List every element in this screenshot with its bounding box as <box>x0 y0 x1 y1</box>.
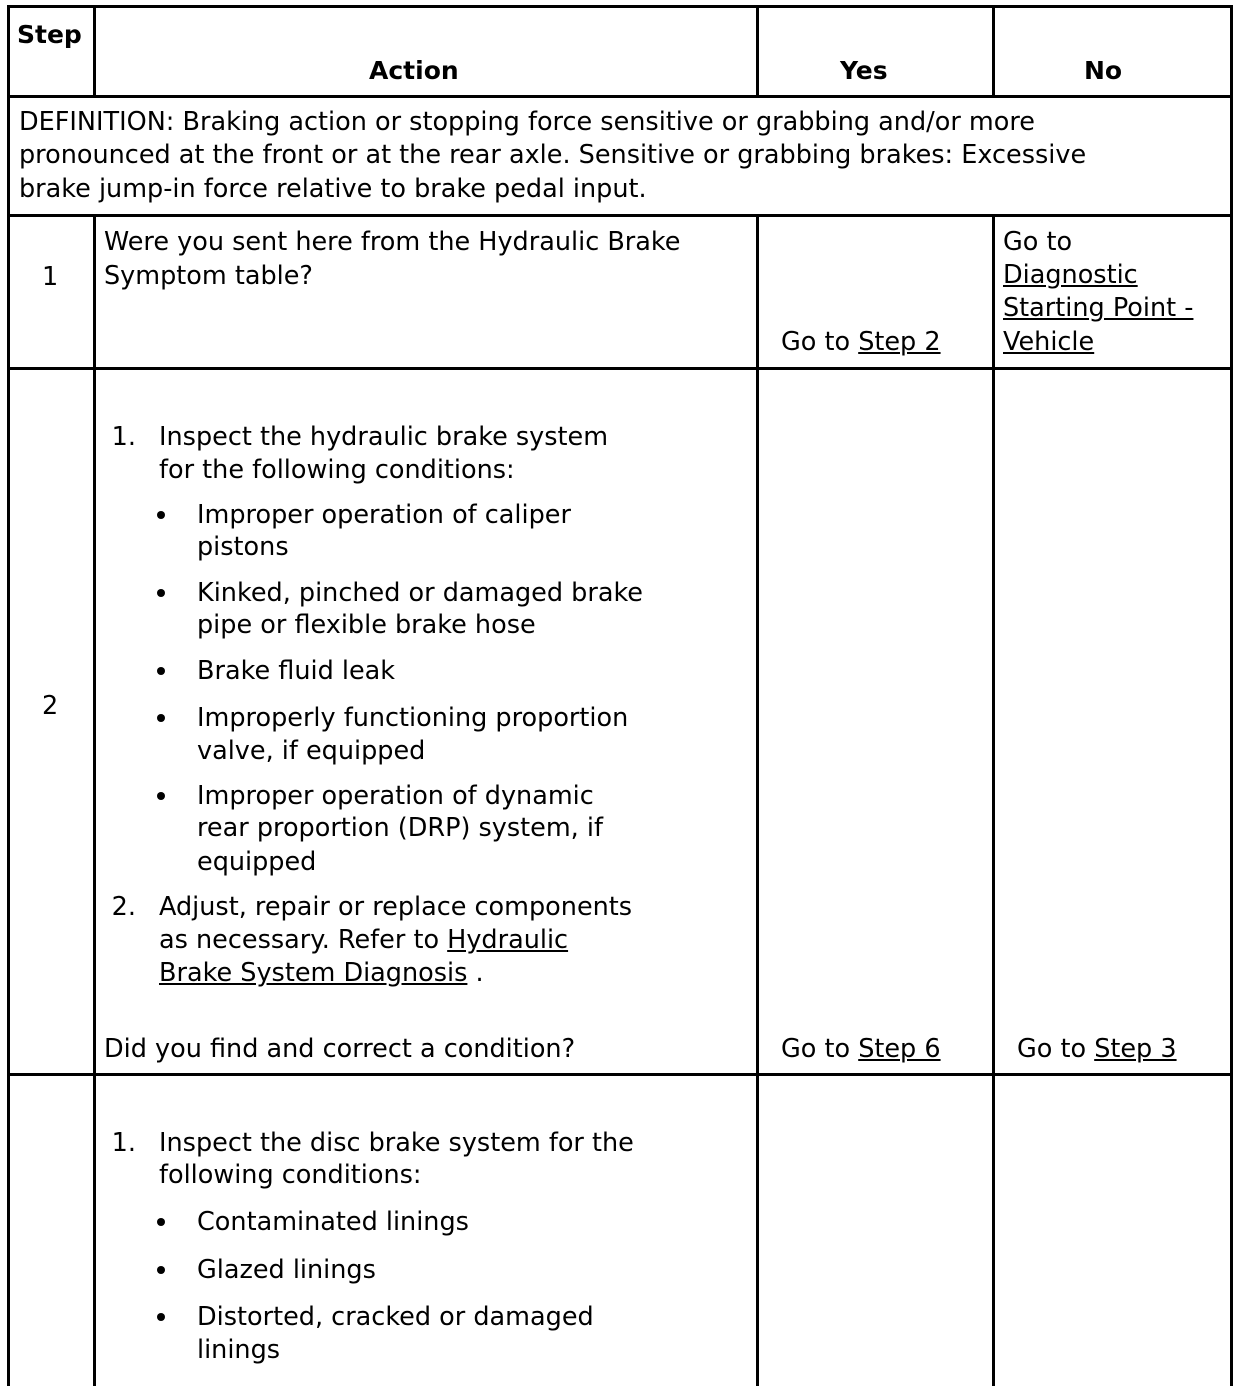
table-border-right <box>1230 5 1233 1386</box>
bullet-icon <box>157 1218 165 1226</box>
header-action: Action <box>369 56 459 85</box>
no-prefix: Go to <box>1017 1034 1095 1064</box>
row1-divider <box>7 367 1233 370</box>
list-item-line <box>159 924 568 957</box>
hydraulic-brake-system-diagnosis-link[interactable]: Hydraulic <box>447 925 569 955</box>
bullet-icon <box>157 714 165 722</box>
bullet-line: pistons <box>197 532 289 562</box>
action-line: Were you sent here from the Hydraulic Brake <box>104 227 681 257</box>
step-number: 1 <box>42 262 59 292</box>
definition-line: pronounced at the front or at the rear axle. Sensitive or grabbing brakes: Excessive <box>19 140 1087 170</box>
bullet-line: Improperly functioning proportion <box>197 703 629 733</box>
bullet-icon <box>157 1266 165 1274</box>
diagnostic-starting-point-link[interactable]: Starting Point - <box>1003 293 1194 323</box>
list-item-line: Inspect the hydraulic brake system <box>159 422 609 452</box>
list-item-line <box>159 957 484 990</box>
step-number: 2 <box>42 691 59 721</box>
bullet-line: linings <box>197 1335 281 1365</box>
header-step: Step <box>17 20 82 49</box>
yes-prefix: Go to <box>781 1034 859 1064</box>
header-no: No <box>1084 56 1123 85</box>
question-text: Did you find and correct a condition? <box>104 1034 576 1064</box>
list-item-line: Adjust, repair or replace components <box>159 892 633 922</box>
action-line: Symptom table? <box>104 261 313 291</box>
list-number: 1. <box>111 1128 136 1158</box>
col-divider-action <box>756 214 759 1386</box>
bullet-icon <box>157 511 165 519</box>
col-divider-action <box>756 5 759 98</box>
go-to-step-6-link[interactable]: Step 6 <box>858 1034 941 1064</box>
go-to-step-3-link[interactable]: Step 3 <box>1094 1034 1177 1064</box>
bullet-icon <box>157 1313 165 1321</box>
diagnostic-starting-point-link[interactable]: Vehicle <box>1003 327 1095 357</box>
bullet-line: pipe or flexible brake hose <box>197 610 536 640</box>
bullet-icon <box>157 667 165 675</box>
no-cell <box>1017 1033 1177 1066</box>
bullet-line: Distorted, cracked or damaged <box>197 1302 594 1332</box>
yes-prefix: Go to <box>781 327 859 357</box>
yes-cell <box>781 1033 941 1066</box>
col-divider-yes <box>992 5 995 98</box>
hydraulic-brake-system-diagnosis-link[interactable]: Brake System Diagnosis <box>159 958 468 988</box>
bullet-line: Glazed linings <box>197 1255 376 1285</box>
col-divider-step <box>93 5 96 98</box>
header-yes: Yes <box>840 56 888 85</box>
table-border-top <box>7 5 1233 8</box>
period-text: . <box>467 958 484 988</box>
list-item-line: for the following conditions: <box>159 455 515 485</box>
table-border-left <box>7 5 10 1386</box>
definition-divider <box>7 214 1233 217</box>
bullet-line: Kinked, pinched or damaged brake <box>197 578 643 608</box>
list-number: 1. <box>111 422 136 452</box>
list-item-line: Inspect the disc brake system for the <box>159 1128 634 1158</box>
col-divider-step <box>93 214 96 1386</box>
definition-line: brake jump-in force relative to brake pedal input. <box>19 174 647 204</box>
yes-cell <box>781 326 941 359</box>
bullet-line: Brake fluid leak <box>197 656 396 686</box>
bullet-line: Contaminated linings <box>197 1207 469 1237</box>
no-prefix: Go to <box>1003 227 1073 257</box>
col-divider-yes <box>992 214 995 1386</box>
definition-line: DEFINITION: Braking action or stopping force sensitive or grabbing and/or more <box>19 107 1035 137</box>
header-divider <box>7 95 1233 98</box>
bullet-line: Improper operation of dynamic <box>197 781 594 811</box>
refer-to-text: as necessary. Refer to <box>159 925 448 955</box>
bullet-line: valve, if equipped <box>197 736 426 766</box>
bullet-line: Improper operation of caliper <box>197 500 571 530</box>
list-item-line: following conditions: <box>159 1160 422 1190</box>
list-number: 2. <box>111 892 136 922</box>
bullet-line: equipped <box>197 847 317 877</box>
bullet-icon <box>157 589 165 597</box>
row2-divider <box>7 1073 1233 1076</box>
diagnostic-starting-point-link[interactable]: Diagnostic <box>1003 260 1138 290</box>
bullet-icon <box>157 792 165 800</box>
bullet-line: rear proportion (DRP) system, if <box>197 813 603 843</box>
go-to-step-2-link[interactable]: Step 2 <box>858 327 941 357</box>
